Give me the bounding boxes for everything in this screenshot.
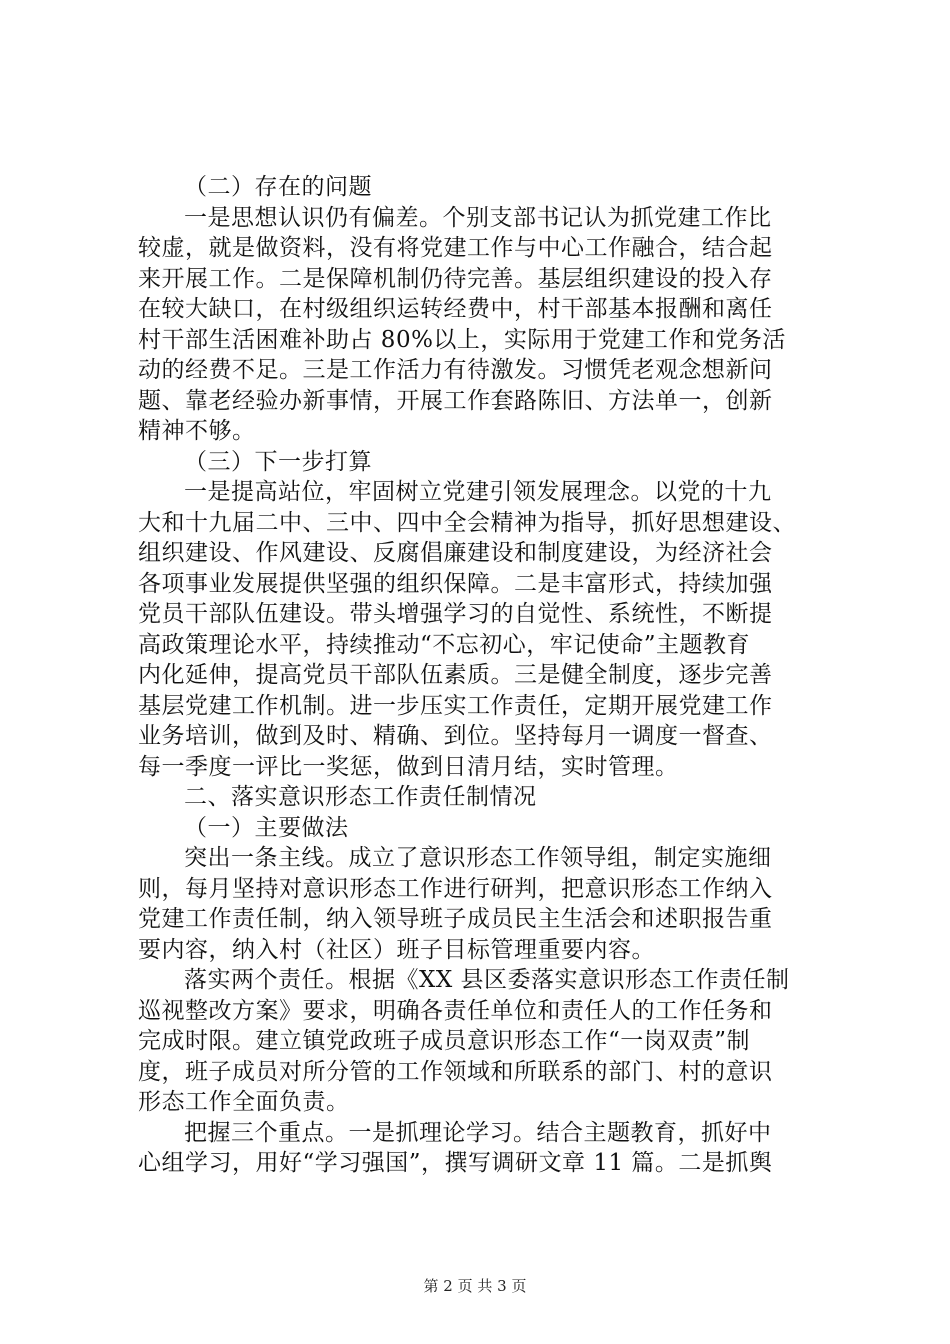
- text-line: 题、靠老经验办新事情，开展工作套路陈旧、方法单一，创新: [138, 387, 773, 414]
- text-line: 把握三个重点。一是抓理论学习。结合主题教育，抓好中: [184, 1119, 772, 1146]
- text-line: 党员干部队伍建设。带头增强学习的自觉性、系统性，不断提: [138, 601, 773, 627]
- text-line: 一是提高站位，牢固树立党建引领发展理念。以党的十九: [184, 479, 772, 505]
- text-line: 心组学习，用好“学习强国”，撰写调研文章 11 篇。二是抓舆: [138, 1150, 773, 1176]
- text-line: 完成时限。建立镇党政班子成员意识形态工作“一岗双责”制: [138, 1028, 751, 1054]
- text-line: 各项事业发展提供坚强的组织保障。二是丰富形式，持续加强: [138, 570, 773, 597]
- text-line: 则，每月坚持对意识形态工作进行研判，把意识形态工作纳入: [138, 875, 773, 902]
- text-line: （二）存在的问题: [184, 174, 372, 200]
- text-line: 动的经费不足。三是工作活力有待激发。习惯凭老观念想新问: [138, 357, 773, 383]
- text-line: 党建工作责任制，纳入领导班子成员民主生活会和述职报告重: [138, 906, 773, 932]
- text-line: 每一季度一评比一奖惩，做到日清月结，实时管理。: [138, 753, 679, 780]
- text-line: 大和十九届二中、三中、四中全会精神为指导，抓好思想建设、: [138, 509, 796, 536]
- text-line: 业务培训，做到及时、精确、到位。坚持每月一调度一督查、: [138, 723, 773, 749]
- text-line: 组织建设、作风建设、反腐倡廉建设和制度建设，为经济社会: [138, 540, 773, 566]
- text-line: 度，班子成员对所分管的工作领域和所联系的部门、村的意识: [138, 1058, 773, 1085]
- text-line: 高政策理论水平，持续推动“不忘初心，牢记使命”主题教育: [138, 631, 751, 658]
- text-line: 较虚，就是做资料，没有将党建工作与中心工作融合，结合起: [138, 235, 773, 261]
- page-footer: 第 2 页 共 3 页: [423, 1277, 527, 1295]
- text-line: 二、落实意识形态工作责任制情况: [184, 784, 537, 810]
- text-line: 巡视整改方案》要求，明确各责任单位和责任人的工作任务和: [138, 997, 773, 1024]
- text-line: 落实两个责任。根据《XX 县区委落实意识形态工作责任制: [184, 967, 790, 993]
- text-line: （三）下一步打算: [184, 448, 372, 475]
- text-line: 一是思想认识仍有偏差。个别支部书记认为抓党建工作比: [184, 204, 772, 231]
- text-line: 形态工作全面负责。: [138, 1089, 350, 1115]
- text-line: 精神不够。: [138, 418, 256, 444]
- text-line: 基层党建工作机制。进一步压实工作责任，定期开展党建工作: [138, 692, 773, 719]
- text-line: 来开展工作。二是保障机制仍待完善。基层组织建设的投入存: [138, 265, 773, 292]
- text-line: 村干部生活困难补助占 80%以上，实际用于党建工作和党务活: [138, 326, 786, 353]
- text-line: 突出一条主线。成立了意识形态工作领导组，制定实施细: [184, 845, 772, 871]
- text-line: 内化延伸，提高党员干部队伍素质。三是健全制度，逐步完善: [138, 662, 773, 688]
- text-line: 在较大缺口，在村级组织运转经费中，村干部基本报酬和离任: [138, 296, 773, 322]
- text-line: 要内容，纳入村（社区）班子目标管理重要内容。: [138, 936, 655, 963]
- text-line: （一）主要做法: [184, 814, 349, 841]
- document-body: [138, 172, 838, 1179]
